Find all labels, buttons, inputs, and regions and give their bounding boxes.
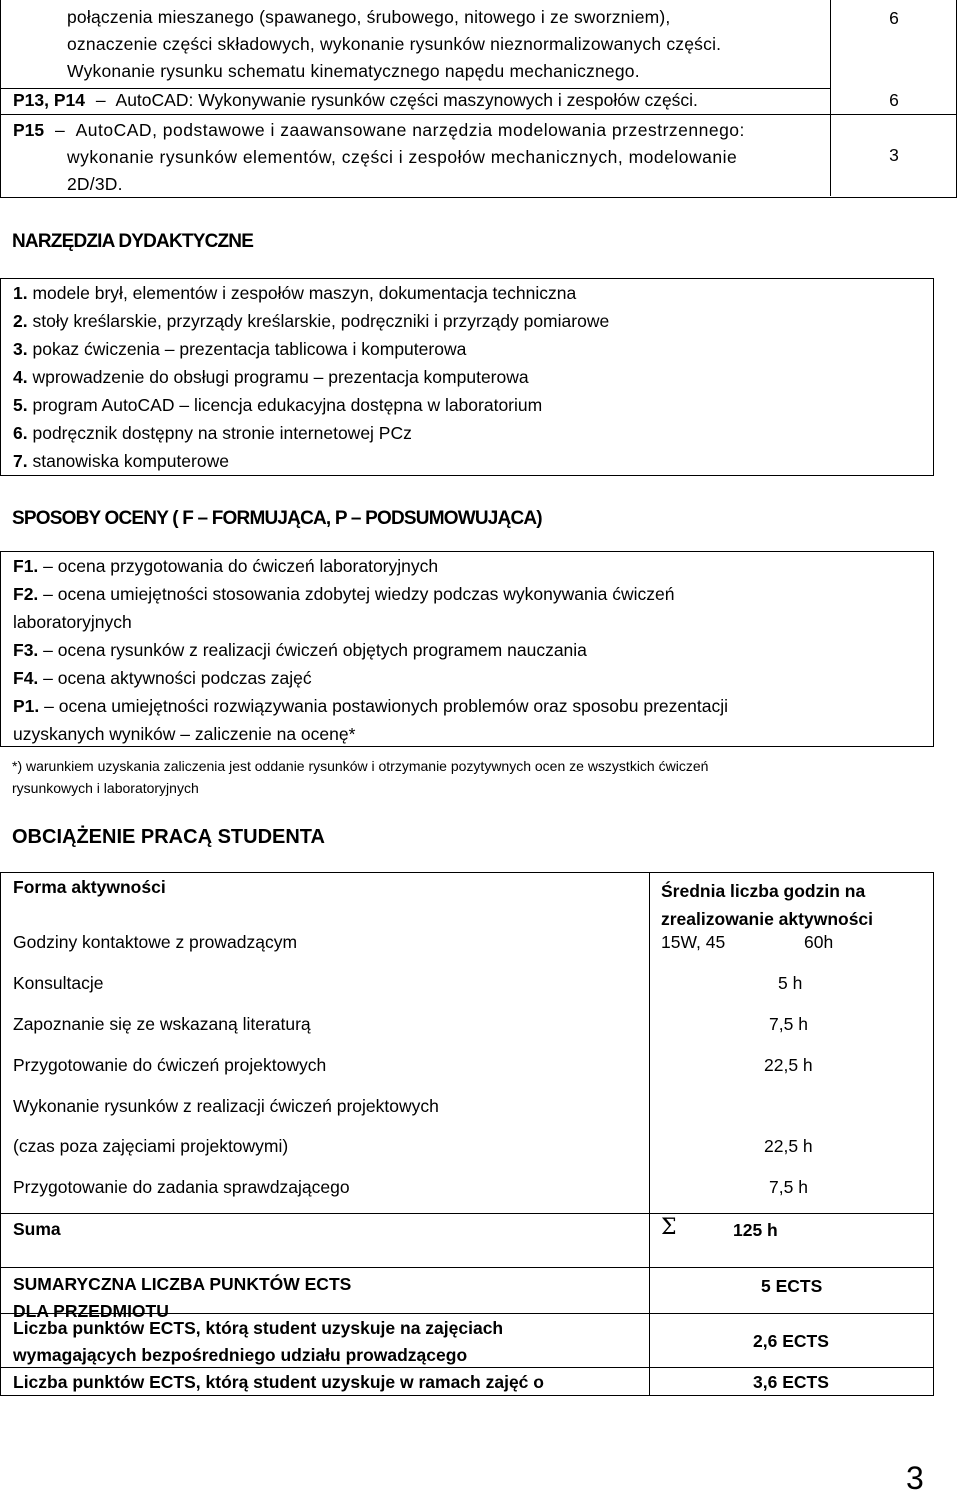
list-item [13, 692, 728, 720]
ects-practical-value: 3,6 ECTS [753, 1372, 829, 1392]
program-row-3-text-1: AutoCAD, podstawowe i zaawansowane narzędzia modelowania przestrzennego: [75, 120, 745, 140]
row-divider [1, 114, 830, 115]
list-item [13, 419, 412, 447]
row-divider [830, 114, 957, 115]
list-item-continuation: laboratoryjnych [13, 612, 132, 632]
row-preparation-value: 22,5 h [764, 1055, 813, 1075]
ects-total-label-line-1: SUMARYCZNA LICZBA PUNKTÓW ECTS [13, 1274, 352, 1294]
list-item-number: 1. [13, 283, 28, 303]
list-item-text: program AutoCAD – licencja edukacyjna dostępna w laboratorium [32, 395, 543, 415]
list-item-text: – ocena umiejętności rozwiązywania postawionych problemów oraz sposobu prezentacji [44, 696, 728, 716]
program-row-2-dash: – [95, 90, 106, 110]
assessment-title: SPOSOBY OCENY ( F – FORMUJĄCA, P – PODSUMOWUJĄCA) [12, 508, 542, 529]
program-row-1-line-1: połączenia mieszanego (spawanego, śrubowego, nitowego i ze sworzniem), [67, 7, 671, 27]
program-row-3-line-1 [13, 117, 745, 144]
list-item [13, 636, 587, 664]
program-row-3-line-3: 2D/3D. [67, 174, 123, 194]
row-drawings-label: Wykonanie rysunków z realizacji ćwiczeń projektowych [13, 1096, 439, 1116]
assessment-footnote [12, 755, 708, 799]
list-item-text: – ocena przygotowania do ćwiczeń laboratoryjnych [43, 556, 439, 576]
program-row-1-line-2: oznaczenie części składowych, wykonanie rysunków nieznormalizowanych części. [67, 34, 722, 54]
ects-contact-label-line-2: wymagających bezpośredniego udziału prowadzącego [13, 1345, 468, 1365]
workload-title: OBCIĄŻENIE PRACĄ STUDENTA [12, 826, 325, 848]
list-item [13, 580, 674, 608]
row-literature-label: Zapoznanie się ze wskazaną literaturą [13, 1014, 311, 1034]
list-item-text: stanowiska komputerowe [32, 451, 229, 471]
tools-title: NARZĘDZIA DYDAKTYCZNE [12, 231, 254, 252]
row-divider [1, 1267, 933, 1268]
list-item-code: F1. [13, 556, 39, 576]
list-item [13, 447, 229, 475]
list-item-number: 3. [13, 339, 28, 359]
row-outside-value: 22,5 h [764, 1136, 813, 1156]
program-row-3-dash: – [55, 120, 65, 140]
list-item-code: F3. [13, 640, 39, 660]
row-consultations-value: 5 h [778, 973, 803, 993]
program-row-2-hours: 6 [889, 90, 899, 110]
footnote-line-1: *) warunkiem uzyskania zaliczenia jest oddanie rysunków i otrzymanie pozytywnych ocen ze wszystkich ćwiczeń [12, 758, 709, 774]
row-outside-label: (czas poza zajęciami projektowymi) [13, 1136, 289, 1156]
program-row-3-code: P15 [13, 120, 45, 140]
program-row-2-code: P13, P14 [13, 90, 85, 110]
program-row-2 [13, 87, 698, 114]
sum-label: Suma [13, 1219, 61, 1239]
row-test-label: Przygotowanie do zadania sprawdzającego [13, 1177, 350, 1197]
header-hours-line-2: zrealizowanie aktywności [661, 909, 874, 929]
ects-practical-label: Liczba punktów ECTS, którą student uzyskuje w ramach zajęć o [13, 1372, 544, 1392]
list-item-number: 2. [13, 311, 28, 331]
header-activity: Forma aktywności [13, 877, 166, 897]
list-item [13, 664, 312, 692]
ects-contact-label [13, 1315, 503, 1369]
program-row-2-text: AutoCAD: Wykonywanie rysunków części maszynowych i zespołów części. [115, 90, 698, 110]
header-hours [661, 877, 873, 933]
row-contact-value-b: 60h [804, 932, 834, 952]
list-item-number: 4. [13, 367, 28, 387]
row-contact-label: Godziny kontaktowe z prowadzącym [13, 932, 298, 952]
list-item-text: wprowadzenie do obsługi programu – prezentacja komputerowa [32, 367, 529, 387]
list-item [13, 307, 609, 335]
list-item [13, 363, 529, 391]
list-item [13, 391, 542, 419]
header-hours-line-1: Średnia liczba godzin na [661, 881, 866, 901]
list-item-code: P1. [13, 696, 40, 716]
ects-total-label-line-2: DLA PRZEDMIOTU [13, 1301, 169, 1321]
footnote-line-2: rysunkowych i laboratoryjnych [12, 780, 199, 796]
list-item-text: podręcznik dostępny na stronie internetowej PCz [32, 423, 412, 443]
list-item-code: F4. [13, 668, 39, 688]
program-row-1-hours: 6 [889, 8, 899, 28]
list-item [13, 335, 466, 363]
sum-symbol: Σ [661, 1215, 677, 1240]
list-item-text: – ocena rysunków z realizacji ćwiczeń objętych programem nauczania [43, 640, 587, 660]
row-literature-value: 7,5 h [769, 1014, 808, 1034]
row-preparation-label: Przygotowanie do ćwiczeń projektowych [13, 1055, 327, 1075]
list-item-text: – ocena aktywności podczas zajęć [43, 668, 312, 688]
ects-contact-value: 2,6 ECTS [753, 1331, 829, 1351]
tools-list [0, 278, 934, 476]
assessment-list [0, 551, 934, 747]
list-item-number: 5. [13, 395, 28, 415]
list-item-number: 7. [13, 451, 28, 471]
sum-value: 125 h [733, 1220, 778, 1240]
row-test-value: 7,5 h [769, 1177, 808, 1197]
row-contact-value-a: 15W, 45 [661, 932, 726, 952]
program-table [0, 0, 957, 198]
program-row-1-line-3: Wykonanie rysunku schematu kinematycznego napędu mechanicznego. [67, 61, 640, 81]
list-item-text: stoły kreślarskie, przyrządy kreślarskie, podręczniki i przyrządy pomiarowe [32, 311, 610, 331]
list-item-text: – ocena umiejętności stosowania zdobytej wiedzy podczas wykonywania ćwiczeń [43, 584, 675, 604]
list-item-text: modele brył, elementów i zespołów maszyn, dokumentacja techniczna [32, 283, 577, 303]
program-row-3-hours: 3 [889, 145, 899, 165]
workload-table [0, 872, 934, 1396]
page-number: 3 [906, 1460, 924, 1496]
list-item-code: F2. [13, 584, 39, 604]
workload-column-divider [649, 873, 650, 1395]
list-item-number: 6. [13, 423, 28, 443]
list-item-continuation: uzyskanych wyników – zaliczenie na ocenę* [13, 724, 356, 744]
program-row-3-line-2: wykonanie rysunków elementów, części i zespołów mechanicznych, modelowanie [67, 147, 738, 167]
ects-total-value: 5 ECTS [761, 1276, 823, 1296]
list-item-text: pokaz ćwiczenia – prezentacja tablicowa i komputerowa [32, 339, 467, 359]
list-item [13, 552, 438, 580]
row-divider [1, 1213, 933, 1214]
row-consultations-label: Konsultacje [13, 973, 104, 993]
list-item [13, 279, 576, 307]
ects-contact-label-line-1: Liczba punktów ECTS, którą student uzyskuje na zajęciach [13, 1318, 504, 1338]
